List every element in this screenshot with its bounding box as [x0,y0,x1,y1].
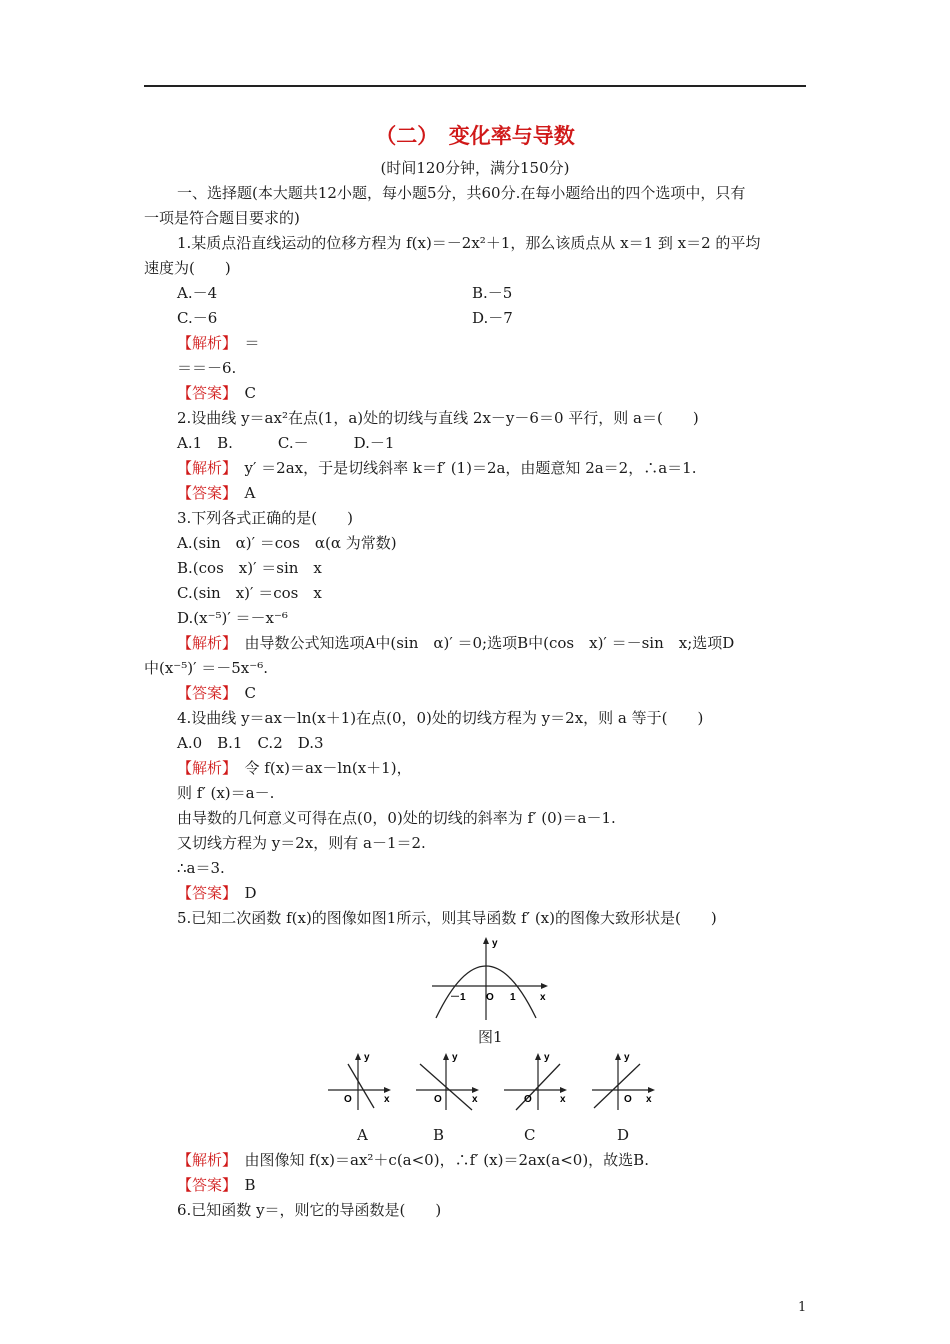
axis-y-label: y [624,1052,630,1063]
axis-x-label: x [646,1094,652,1105]
analysis-line: 【解析】 由导数公式知选项A中(sin α)′ ＝0;选项B中(cos x)′ ＝－sin x;选项D [177,634,735,652]
answer-line: 【答案】 A [177,484,256,502]
text-line: C.(sin x)′ ＝cos x [177,584,322,602]
text-line: 则 f′ (x)＝a－. [177,784,275,802]
y-axis-arrow-icon [535,1053,541,1060]
text-line: A.(sin α)′ ＝cos α(α 为常数) [177,534,397,552]
analysis-line: 【解析】 令 f(x)＝ax－ln(x＋1)， [177,759,412,777]
text-line: 5.已知二次函数 f(x)的图像如图1所示，则其导函数 f′ (x)的图像大致形状是( ) [177,909,717,927]
analysis-label: 【解析】 [177,634,230,652]
figure-b-caption: B [433,1126,445,1144]
text-line: 6.已知函数 y＝，则它的导函数是( ) [177,1201,442,1219]
tick-pos-label: 1 [510,992,516,1003]
answer-line: 【答案】 B [177,1176,256,1194]
answer-line: 【答案】 C [177,384,256,402]
axis-x-label: x [472,1094,478,1105]
graph-line [594,1064,640,1108]
x-axis-arrow-icon [560,1087,567,1093]
y-axis-arrow-icon [443,1053,449,1060]
y-axis-arrow-icon [355,1053,361,1060]
page-title: （二） 变化率与导数 [375,124,575,148]
text-line: 由导数的几何意义可得在点(0，0)处的切线的斜率为 f′ (0)＝a－1. [177,809,616,827]
x-axis-arrow-icon [472,1087,479,1093]
text-line: 速度为( ) [144,259,231,277]
text-line: A.1 B. C.－ D.－1 [177,434,395,452]
text-line: D.(x⁻⁵)′ ＝－x⁻⁶ [177,609,288,627]
y-axis-arrow-icon [483,937,489,944]
x-axis-arrow-icon [384,1087,391,1093]
text-line: A.0 B.1 C.2 D.3 [177,734,324,752]
axis-x-label: x [540,992,546,1003]
text-line: 又切线方程为 y＝2x，则有 a－1＝2. [177,834,426,852]
text-line: 一项是符合题目要求的) [144,209,300,227]
figure-1-caption: 图1 [478,1028,503,1046]
page-subtitle: (时间120分钟，满分150分) [380,159,570,177]
analysis-label: 【解析】 [177,459,230,477]
answer-label: 【答案】 [177,1176,230,1194]
answer-label: 【答案】 [177,884,230,902]
text-line: ∴a＝3. [177,859,225,877]
text-line: ＝＝－6. [177,359,237,377]
text-line: 3.下列各式正确的是( ) [177,509,354,527]
tick-neg-label: －1 [450,992,466,1003]
figure-option-b [414,1050,484,1112]
axis-y-label: y [452,1052,458,1063]
analysis-label: 【解析】 [177,759,230,777]
axis-y-label: y [492,938,498,949]
text-line: 一、选择题(本大题共12小题，每小题5分，共60分.在每小题给出的四个选项中，只有 [177,184,746,202]
axis-x-label: x [384,1094,390,1105]
analysis-label: 【解析】 [177,334,230,352]
text-line: 中(x⁻⁵)′ ＝－5x⁻⁶. [144,659,268,677]
text-line: 2.设曲线 y＝ax²在点(1，a)处的切线与直线 2x－y－6＝0 平行，则 a＝( ) [177,409,699,427]
text-line: B.(cos x)′ ＝sin x [177,559,322,577]
origin-label: O [434,1094,442,1105]
figure-option-d [590,1050,660,1112]
option-a: A.－4 [177,284,218,302]
axis-y-label: y [544,1052,550,1063]
option-b: B.－5 [472,284,513,302]
analysis-line: 【解析】 由图像知 f(x)＝ax²＋c(a<0)，∴f′ (x)＝2ax(a<0)，故选B. [177,1151,649,1169]
axis-x-label: x [560,1094,566,1105]
x-axis-arrow-icon [648,1087,655,1093]
answer-label: 【答案】 [177,684,230,702]
y-axis-arrow-icon [615,1053,621,1060]
axis-y-label: y [364,1052,370,1063]
figure-c-caption: C [524,1126,536,1144]
graph-line [348,1064,374,1108]
analysis-line: 【解析】 ＝ [177,334,260,352]
x-axis-arrow-icon [541,983,548,989]
text-line: 4.设曲线 y＝ax－ln(x＋1)在点(0，0)处的切线方程为 y＝2x，则 a 等于( ) [177,709,704,727]
analysis-label: 【解析】 [177,1151,230,1169]
origin-label: O [624,1094,632,1105]
origin-label: O [344,1094,352,1105]
origin-label: O [524,1094,532,1105]
text-line: 1.某质点沿直线运动的位移方程为 f(x)＝－2x²＋1，那么该质点从 x＝1 到 x＝2 的平均 [177,234,761,252]
answer-line: 【答案】 C [177,684,256,702]
option-d: D.－7 [472,309,513,327]
analysis-line: 【解析】 y′ ＝2ax，于是切线斜率 k＝f′ (1)＝2a，由题意知 2a＝2，∴a＝1. [177,459,697,477]
answer-label: 【答案】 [177,384,230,402]
top-rule [144,85,806,87]
answer-label: 【答案】 [177,484,230,502]
option-c: C.－6 [177,309,218,327]
figure-option-c [502,1050,572,1112]
origin-label: O [486,992,494,1003]
figure-d-caption: D [617,1126,630,1144]
figure-a-caption: A [357,1126,368,1144]
page-number: 1 [798,1300,807,1315]
figure-option-a [326,1050,396,1112]
answer-line: 【答案】 D [177,884,257,902]
figure-1-parabola [428,934,558,1024]
